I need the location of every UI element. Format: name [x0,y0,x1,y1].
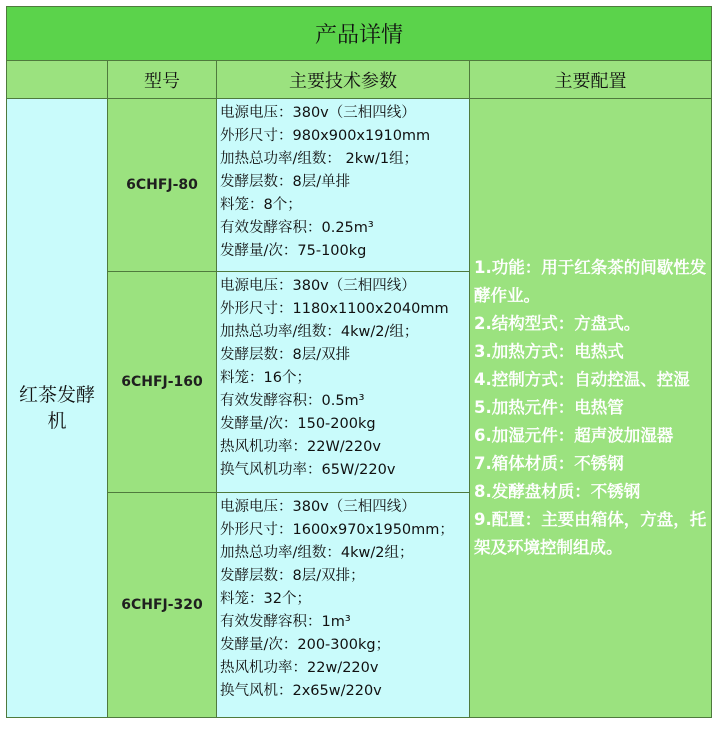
spec-line: 外形尺寸：980x900x1910mm [220,128,431,144]
config-item: 7.箱体材质：不锈钢 [474,454,624,473]
product-details-table [6,6,712,718]
header-config: 主要配置 [470,61,711,99]
spec-line: 发酵层数：8层/双排； [220,568,365,584]
spec-line: 料笼：32个； [220,591,311,607]
header-specs: 主要技术参数 [217,61,470,99]
model-name: 6CHFJ-160 [108,272,217,493]
config-item: 1.功能：用于红条茶的间歇性发酵作业。 [474,258,707,305]
spec-line: 料笼：16个； [220,370,311,386]
spec-line: 料笼：8个； [220,197,302,213]
spec-line: 有效发酵容积：0.5m³ [220,393,365,409]
spec-line: 发酵量/次：75-100kg [220,243,367,259]
config-item: 9.配置：主要由箱体，方盘，托架及环境控制组成。 [474,510,707,557]
config-item: 2.结构型式：方盘式。 [474,314,641,333]
model-name: 6CHFJ-320 [108,493,217,717]
spec-line: 有效发酵容积：1m³ [220,614,351,630]
table-title: 产品详情 [7,7,711,61]
config-item: 6.加湿元件：超声波加湿器 [474,426,674,445]
config-cell [470,99,711,717]
spec-line: 有效发酵容积：0.25m³ [220,220,374,236]
spec-line: 加热总功率/组数： 2kw/1组； [220,151,419,167]
spec-list [217,99,470,272]
spec-line: 电源电压：380v（三相四线） [220,278,416,294]
spec-line: 加热总功率/组数：4kw/2组； [220,545,414,561]
spec-line: 发酵层数：8层/单排 [220,174,351,190]
config-item: 4.控制方式：自动控温、控湿 [474,370,690,389]
config-item: 8.发酵盘材质：不锈钢 [474,482,641,501]
spec-line: 电源电压：380v（三相四线） [220,105,416,121]
spec-line: 发酵量/次：150-200kg [220,416,376,432]
config-item: 5.加热元件：电热管 [474,398,624,417]
product-name: 红茶发酵机 [7,99,108,717]
spec-line: 外形尺寸：1600x970x1950mm； [220,522,454,538]
spec-list [217,493,470,717]
spec-line: 换气风机功率：65W/220v [220,462,396,478]
header-blank [7,61,108,99]
spec-line: 热风机功率：22W/220v [220,439,381,455]
model-name: 6CHFJ-80 [108,99,217,272]
spec-line: 加热总功率/组数：4kw/2/组； [220,324,419,340]
spec-line: 换气风机：2x65w/220v [220,683,382,699]
spec-line: 外形尺寸：1180x1100x2040mm [220,301,449,317]
header-model: 型号 [108,61,217,99]
spec-line: 热风机功率：22w/220v [220,660,379,676]
spec-line: 电源电压：380v（三相四线） [220,499,416,515]
config-list [470,254,711,562]
spec-line: 发酵层数：8层/双排 [220,347,351,363]
spec-list [217,272,470,493]
spec-line: 发酵量/次：200-300kg； [220,637,391,653]
config-item: 3.加热方式：电热式 [474,342,624,361]
